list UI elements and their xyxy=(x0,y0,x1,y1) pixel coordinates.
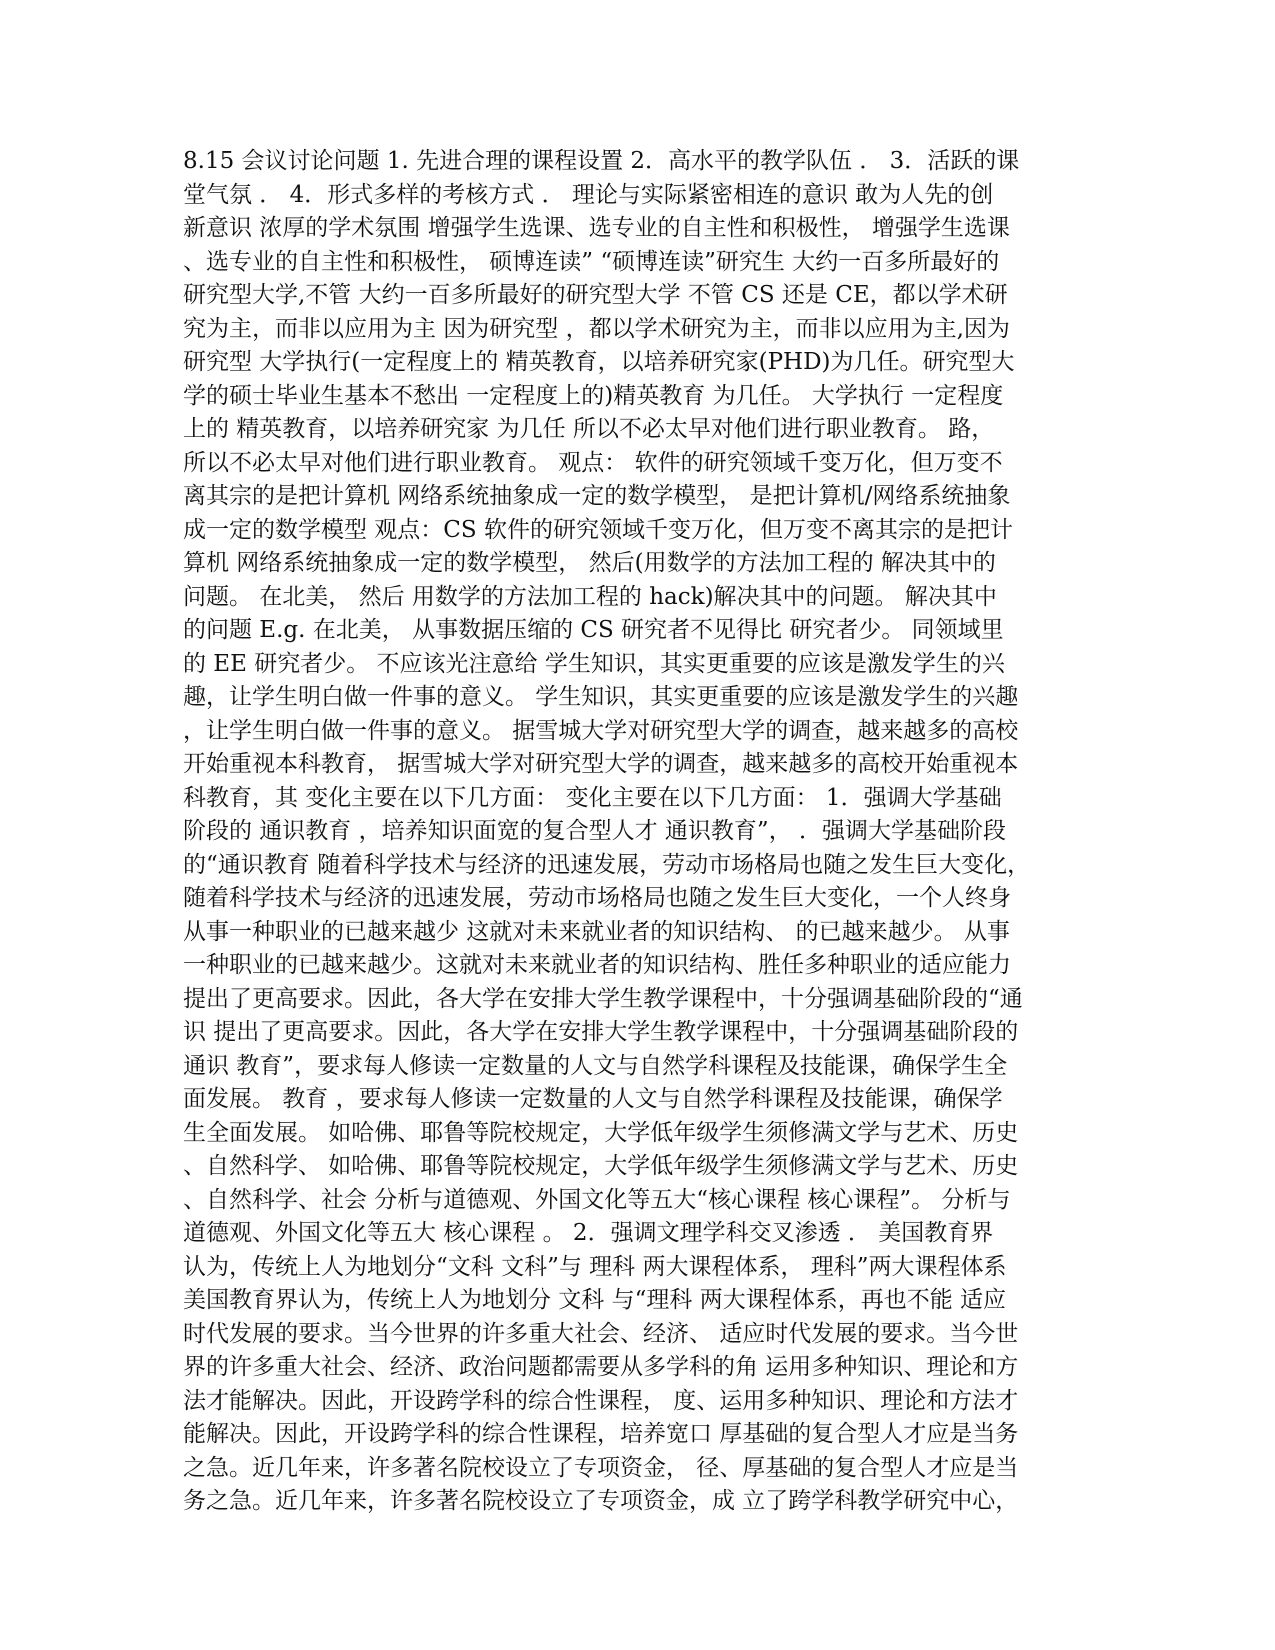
text-line: 务之急。近几年来，许多著名院校设立了专项资金，成 立了跨学科教学研究中心， xyxy=(183,1488,1019,1514)
text-line: 的“通识教育 随着科学技术与经济的迅速发展，劳动市场格局也随之发生巨大变化， xyxy=(183,851,1031,878)
text-line: 随着科学技术与经济的迅速发展，劳动市场格局也随之发生巨大变化，一个人终身 xyxy=(183,885,1011,911)
text-line: 时代发展的要求。当今世界的许多重大社会、经济、 适应时代发展的要求。当今世 xyxy=(183,1320,1019,1347)
text-line: 面发展。 教育 ，要求每人修读一定数量的人文与自然学科课程及技能课，确保学 xyxy=(183,1086,1003,1112)
text-line: 的 EE 研究者少。 不应该光注意给 学生知识，其实更重要的应该是激发学生的兴 xyxy=(183,650,1005,677)
text-line: 从事一种职业的已越来越少 这就对未来就业者的知识结构、 的已越来越少。 从事 xyxy=(183,918,1010,945)
text-line: 认为，传统上人为地划分“文科 文科”与 理科 两大课程体系， 理科”两大课程体系 xyxy=(183,1253,1007,1280)
text-line: 算机 网络系统抽象成一定的数学模型， 然后(用数学的方法加工程的 解决其中的 xyxy=(183,550,996,576)
text-line: 、自然科学、 如哈佛、耶鲁等院校规定，大学低年级学生须修满文学与艺术、历史 xyxy=(183,1153,1019,1179)
text-line: 学的硕士毕业生基本不愁出 一定程度上的)精英教育 为几任。 大学执行 一定程度 xyxy=(183,382,1004,409)
text-line: 、自然科学、社会 分析与道德观、外国文化等五大“核心课程 核心课程”。 分析与 xyxy=(183,1186,1011,1213)
text-line: 美国教育界认为，传统上人为地划分 文科 与“理科 两大课程体系，再也不能 适应 xyxy=(183,1287,1007,1313)
text-line: 开始重视本科教育， 据雪城大学对研究型大学的调查，越来越多的高校开始重视本 xyxy=(183,751,1019,777)
body-text xyxy=(183,145,1083,1519)
text-line: 阶段的 通识教育 ，培养知识面宽的复合型人才 通识教育”， ．强调大学基础阶段 xyxy=(183,818,1007,844)
text-line: 究为主，而非以应用为主 因为研究型 ，都以学术研究为主，而非以应用为主,因为 xyxy=(183,315,1010,342)
text-line: 研究型大学,不管 大约一百多所最好的研究型大学 不管 CS 还是 CE，都以学术研 xyxy=(183,282,1008,308)
text-line: ，让学生明白做一件事的意义。 据雪城大学对研究型大学的调查，越来越多的高校 xyxy=(183,717,1019,744)
text-line: 一种职业的已越来越少。这就对未来就业者的知识结构、胜任多种职业的适应能力 xyxy=(183,952,1011,978)
text-line: 通识 教育”，要求每人修读一定数量的人文与自然学科课程及技能课，确保学生全 xyxy=(183,1052,1008,1079)
text-line: 问题。 在北美， 然后 用数学的方法加工程的 hack)解决其中的问题。 解决其中 xyxy=(183,583,997,610)
text-line: 提出了更高要求。因此，各大学在安排大学生教学课程中，十分强调基础阶段的“通 xyxy=(183,985,1023,1012)
text-line: 8.15 会议讨论问题 1. 先进合理的课程设置 2．高水平的教学队伍 ． 3．活跃的课 xyxy=(183,148,1020,174)
text-line: 识 提出了更高要求。因此，各大学在安排大学生教学课程中，十分强调基础阶段的 xyxy=(183,1019,1019,1045)
text-line: 法才能解决。因此，开设跨学科的综合性课程， 度、运用多种知识、理论和方法才 xyxy=(183,1387,1019,1414)
text-line: 能解决。因此，开设跨学科的综合性课程，培养宽口 厚基础的复合型人才应是当务 xyxy=(183,1421,1019,1447)
text-line: 的问题 E.g. 在北美， 从事数据压缩的 CS 研究者不见得比 研究者少。 同领域里 xyxy=(183,617,1004,643)
text-line: 成一定的数学模型 观点：CS 软件的研究领域千变万化，但万变不离其宗的是把计 xyxy=(183,516,1013,543)
text-line: 科教育，其 变化主要在以下几方面： 变化主要在以下几方面： 1．强调大学基础 xyxy=(183,784,1002,811)
text-line: 界的许多重大社会、经济、政治问题都需要从多学科的角 运用多种知识、理论和方 xyxy=(183,1354,1019,1380)
text-line: 趣，让学生明白做一件事的意义。 学生知识，其实更重要的应该是激发学生的兴趣 xyxy=(183,684,1019,710)
text-line: 之急。近几年来，许多著名院校设立了专项资金， 径、厚基础的复合型人才应是当 xyxy=(183,1454,1019,1481)
text-line: 上的 精英教育，以培养研究家 为几任 所以不必太早对他们进行职业教育。 路， xyxy=(183,416,995,442)
text-line: 离其宗的是把计算机 网络系统抽象成一定的数学模型， 是把计算机/网络系统抽象 xyxy=(183,483,1011,509)
text-line: 生全面发展。 如哈佛、耶鲁等院校规定，大学低年级学生须修满文学与艺术、历史 xyxy=(183,1119,1019,1146)
text-line: 新意识 浓厚的学术氛围 增强学生选课、选专业的自主性和积极性， 增强学生选课 xyxy=(183,215,1010,241)
text-line: 堂气氛 ． 4．形式多样的考核方式 ． 理论与实际紧密相连的意识 敢为人先的创 xyxy=(183,181,994,208)
text-line: 研究型 大学执行(一定程度上的 精英教育，以培养研究家(PHD)为几任。研究型大 xyxy=(183,349,1015,375)
text-line: 道德观、外国文化等五大 核心课程 。 2．强调文理学科交叉渗透 ． 美国教育界 xyxy=(183,1220,994,1246)
text-line: 所以不必太早对他们进行职业教育。 观点： 软件的研究领域千变万化，但万变不 xyxy=(183,449,1003,476)
text-line: 、选专业的自主性和积极性， 硕博连读” “硕博连读”研究生 大约一百多所最好的 xyxy=(183,248,1000,275)
